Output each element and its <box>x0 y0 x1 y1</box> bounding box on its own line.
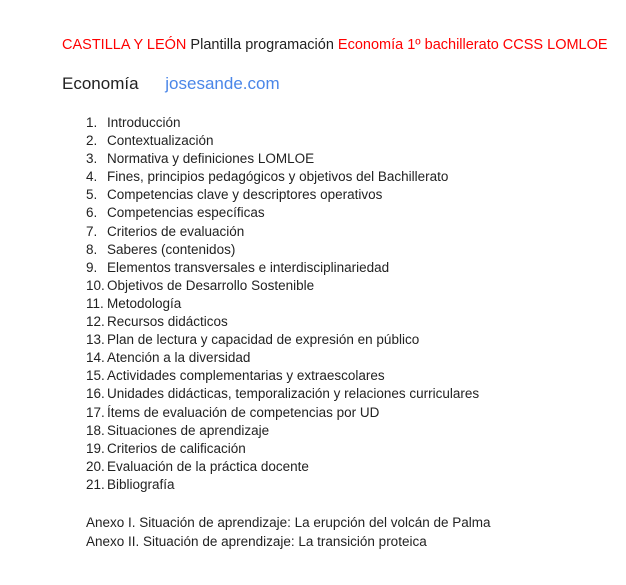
toc-item-label: Metodología <box>107 295 182 311</box>
toc-item-number: 14. <box>86 350 105 366</box>
toc-item-number: 8. <box>86 241 98 257</box>
toc-item-label: Plan de lectura y capacidad de expresión en público <box>107 332 420 348</box>
toc-item-label: Competencias clave y descriptores operativos <box>107 187 383 203</box>
annex-list <box>86 514 491 551</box>
toc-item-label: Recursos didácticos <box>107 314 228 330</box>
toc-item-label: Introducción <box>107 115 181 130</box>
toc-item-number: 12. <box>86 314 105 330</box>
toc-item <box>86 313 479 331</box>
header-region: CASTILLA Y LEÓN <box>62 37 187 53</box>
toc-item-number: 18. <box>86 422 105 438</box>
toc-item-number: 11. <box>86 295 104 311</box>
toc-item <box>86 186 479 204</box>
toc-item-label: Fines, principios pedagógicos y objetivos del Bachillerato <box>107 169 449 185</box>
toc-item-number: 19. <box>86 440 105 456</box>
toc-item <box>86 277 479 295</box>
toc-item-label: Normativa y definiciones LOMLOE <box>107 151 315 167</box>
title-row <box>62 74 280 94</box>
toc-item-number: 13. <box>86 332 105 348</box>
toc-item <box>86 132 479 150</box>
toc-item-label: Competencias específicas <box>107 205 265 221</box>
annex-item: Anexo II. Situación de aprendizaje: La transición proteica <box>86 533 427 549</box>
toc-item-number: 9. <box>86 259 98 275</box>
toc-item-label: Bibliografía <box>107 476 175 492</box>
toc-item-number: 7. <box>86 223 98 239</box>
toc-item-label: Atención a la diversidad <box>107 350 251 366</box>
header-subject: Economía 1º bachillerato CCSS LOMLOE <box>337 37 608 53</box>
toc-item-number: 16. <box>86 386 105 402</box>
header-middle: Plantilla programación <box>190 37 334 53</box>
toc-item-number: 5. <box>86 187 98 203</box>
site-link[interactable]: josesande.com <box>165 74 280 93</box>
toc-item <box>86 476 479 494</box>
toc-item-label: Situaciones de aprendizaje <box>107 422 270 438</box>
toc-item-label: Criterios de evaluación <box>107 223 245 239</box>
toc-item-label: Objetivos de Desarrollo Sostenible <box>107 277 315 293</box>
toc-item-number: 3. <box>86 151 98 167</box>
toc-item <box>86 223 479 241</box>
toc-item-number: 17. <box>86 404 105 420</box>
toc-item-label: Elementos transversales e interdisciplinariedad <box>107 259 390 275</box>
toc-item <box>86 114 479 132</box>
toc-item <box>86 204 479 222</box>
toc-item-label: Unidades didácticas, temporalización y relaciones curriculares <box>107 386 480 402</box>
toc-item-label: Contextualización <box>107 133 214 149</box>
toc-item-label: Criterios de calificación <box>107 440 246 456</box>
toc-item <box>86 349 479 367</box>
toc-item-number: 2. <box>86 133 98 149</box>
toc-item-label: Saberes (contenidos) <box>107 241 236 257</box>
toc-item <box>86 259 479 277</box>
toc-item-number: 15. <box>86 368 105 384</box>
toc-item <box>86 295 479 313</box>
toc-item-label: Evaluación de la práctica docente <box>107 458 309 474</box>
toc-item-number: 4. <box>86 169 98 185</box>
table-of-contents <box>86 114 479 494</box>
page-title: Economía <box>62 74 139 93</box>
toc-item <box>86 331 479 349</box>
toc-item <box>86 422 479 440</box>
toc-item-label: Ítems de evaluación de competencias por UD <box>107 404 380 420</box>
toc-item-label: Actividades complementarias y extraescolares <box>107 368 385 384</box>
toc-item <box>86 440 479 458</box>
toc-item <box>86 367 479 385</box>
toc-item-number: 1. <box>86 115 98 130</box>
toc-item <box>86 458 479 476</box>
toc-item <box>86 385 479 403</box>
toc-item-number: 10. <box>86 277 105 293</box>
toc-item-number: 6. <box>86 205 98 221</box>
toc-item-number: 20. <box>86 458 105 474</box>
toc-item <box>86 241 479 259</box>
toc-item <box>86 150 479 168</box>
toc-item <box>86 168 479 186</box>
toc-item-number: 21. <box>86 476 105 492</box>
annex-item: Anexo I. Situación de aprendizaje: La erupción del volcán de Palma <box>86 515 491 530</box>
document-header <box>62 37 608 53</box>
toc-item <box>86 404 479 422</box>
